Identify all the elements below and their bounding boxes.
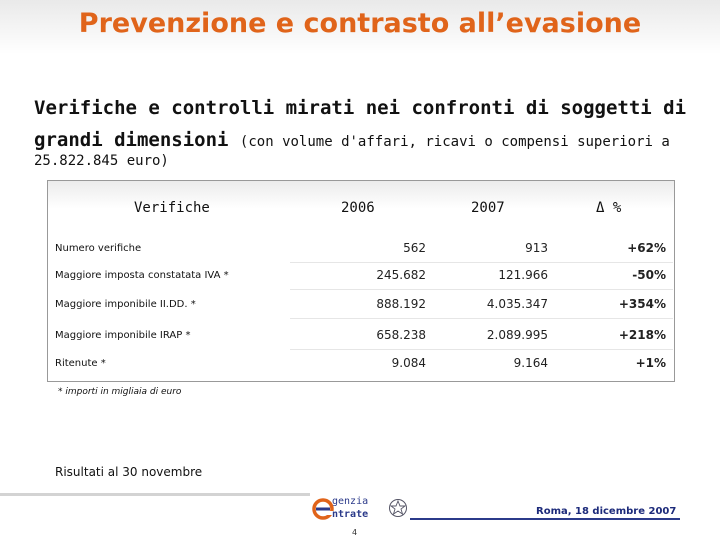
footer-divider-left	[0, 493, 310, 496]
cell-delta: +1%	[560, 354, 666, 372]
cell-2006: 562	[300, 239, 426, 257]
row-label: Numero verifiche	[55, 243, 142, 254]
row-divider	[290, 289, 673, 290]
row-label: Ritenute *	[55, 358, 106, 369]
heading-main: Verifiche e controlli mirati nei confronti di soggetti di grandi dimensioni	[34, 97, 687, 151]
cell-delta: +354%	[560, 295, 666, 313]
page-number: 4	[352, 528, 358, 537]
footer-divider-right	[410, 518, 680, 520]
cell-2007: 121.966	[434, 266, 548, 284]
logo-word-genzia: genzia	[332, 496, 369, 507]
heading-sub: (con volume d'affari, ricavi o compensi superiori a	[239, 134, 670, 150]
agenzia-entrate-logo	[312, 494, 412, 524]
row-label: Maggiore imponibile II.DD. *	[55, 299, 196, 310]
column-header-verifiche: Verifiche	[134, 200, 210, 216]
slide-title: Prevenzione e contrasto all’evasione	[78, 7, 642, 39]
column-header-delta: Δ %	[596, 200, 622, 216]
section-heading	[34, 92, 694, 170]
cell-2006: 9.084	[300, 354, 426, 372]
cell-2007: 4.035.347	[434, 295, 548, 313]
row-label: Maggiore imponibile IRAP *	[55, 330, 191, 341]
row-divider	[290, 262, 673, 263]
cell-2007: 913	[434, 239, 548, 257]
cell-2007: 2.089.995	[434, 326, 548, 344]
row-label: Maggiore imposta constatata IVA *	[55, 270, 229, 281]
cell-delta: +62%	[560, 239, 666, 257]
cell-2007: 9.164	[434, 354, 548, 372]
cell-delta: -50%	[560, 266, 666, 284]
cell-2006: 245.682	[300, 266, 426, 284]
republic-emblem-icon	[388, 498, 408, 518]
column-header-2006: 2006	[341, 200, 375, 216]
title-bar	[0, 0, 720, 54]
cell-2006: 888.192	[300, 295, 426, 313]
cell-2006: 658.238	[300, 326, 426, 344]
footer-date: Roma, 18 dicembre 2007	[536, 506, 677, 517]
logo-e-icon	[312, 498, 334, 520]
column-header-2007: 2007	[471, 200, 505, 216]
footnote: * importi in migliaia di euro	[58, 387, 182, 397]
results-note: Risultati al 30 novembre	[55, 465, 203, 479]
cell-delta: +218%	[560, 326, 666, 344]
row-divider	[290, 349, 673, 350]
heading-line3: 25.822.845 euro)	[34, 153, 169, 169]
row-divider	[290, 318, 673, 319]
logo-word-ntrate: ntrate	[332, 509, 369, 520]
